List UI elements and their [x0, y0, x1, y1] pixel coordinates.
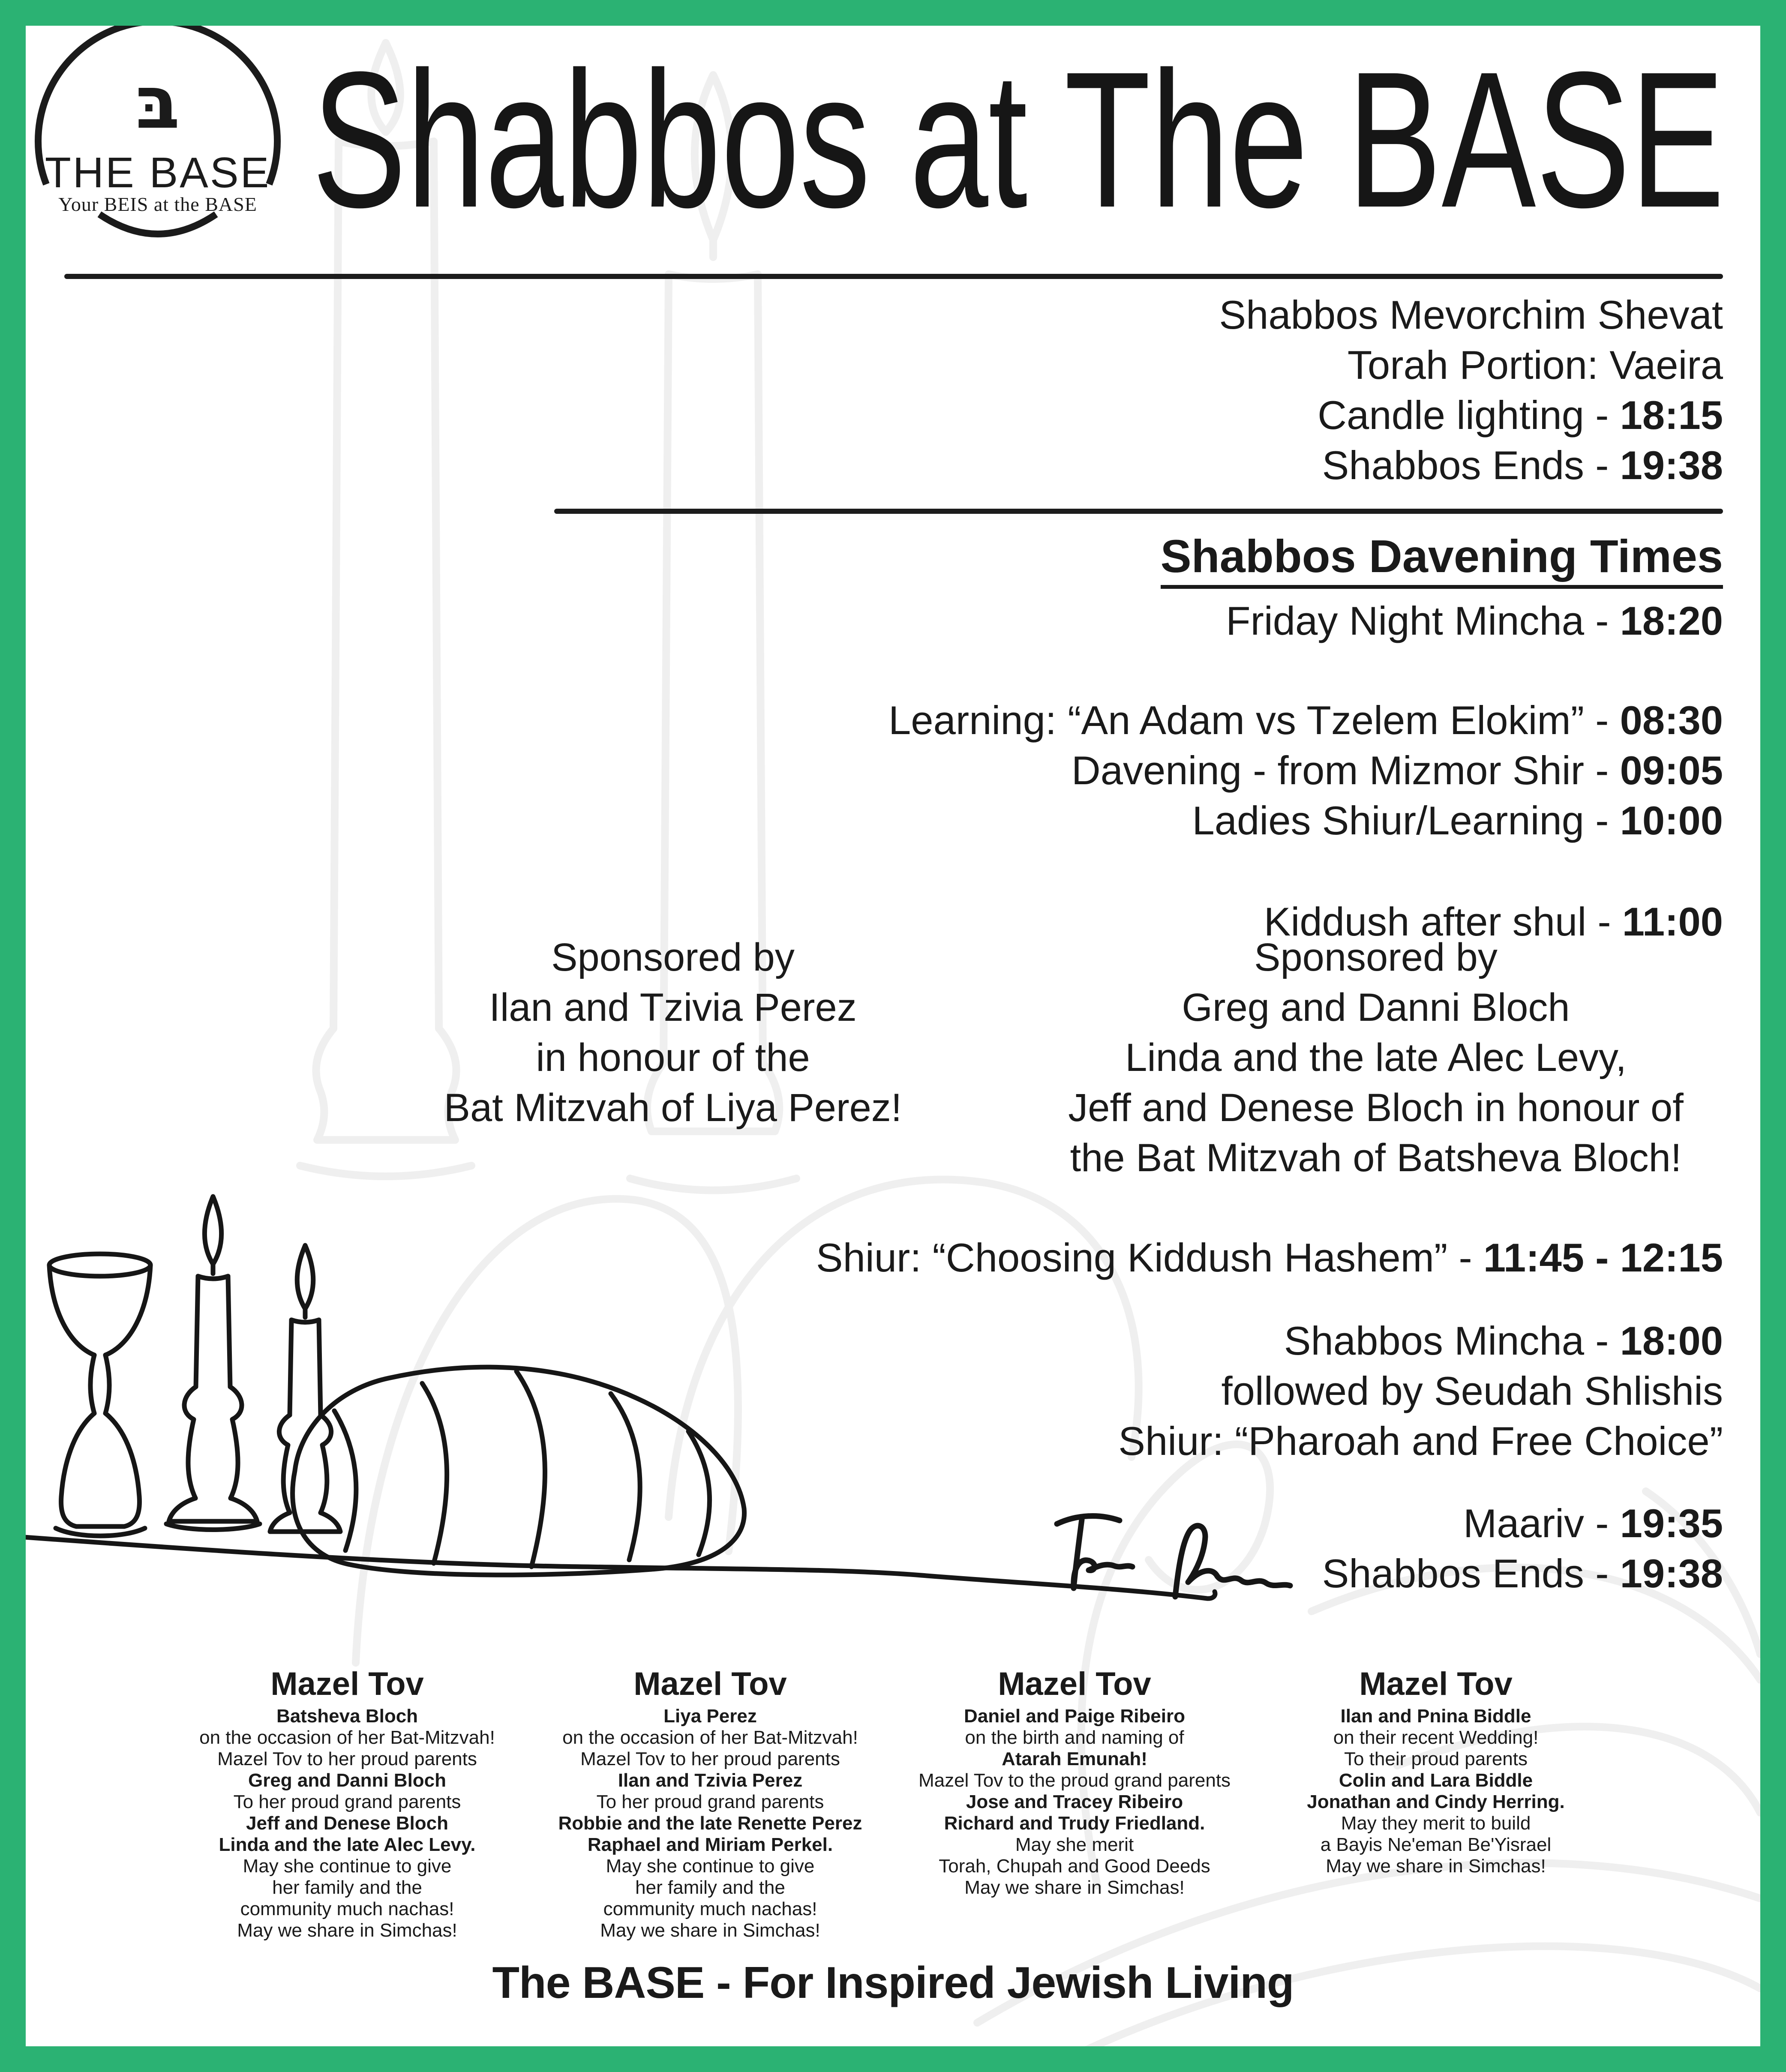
schedule-separator: - — [1584, 443, 1620, 488]
schedule-label: followed by Seudah Shlishis — [1221, 1368, 1723, 1413]
mazel-tov-heading: Mazel Tov — [270, 1666, 424, 1702]
kiddush-sponsor-right — [1020, 933, 1732, 1183]
sponsor-line: Ilan and Tzivia Perez — [489, 986, 857, 1029]
logo-wordmark: THE BASE — [45, 149, 271, 197]
shabbos-candle-icon — [166, 1196, 260, 1530]
friday-mincha-block — [309, 596, 1723, 646]
mazel-tov-text-line: her family and the — [272, 1877, 422, 1898]
mazel-tov-text-line: May she continue to give — [243, 1856, 452, 1877]
schedule-separator: - — [1584, 798, 1620, 843]
schedule-line — [309, 745, 1723, 795]
mazel-tov-text-line: To her proud grand parents — [233, 1791, 461, 1812]
mazel-tov-text-line: a Bayis Ne'eman Be'Yisrael — [1320, 1834, 1552, 1855]
sponsor-line: in honour of the — [536, 1036, 810, 1079]
schedule-label: Davening - from Mizmor Shir — [1071, 748, 1585, 793]
schedule-label: Shiur: “Choosing Kiddush Hashem” — [816, 1235, 1448, 1280]
schedule-label: Shiur: “Pharoah and Free Choice” — [1118, 1418, 1723, 1463]
schedule-separator: - — [1584, 1318, 1620, 1363]
schedule-label: Shabbos Ends — [1322, 443, 1585, 488]
schedule-label: Shabbos Mevorchim Shevat — [1219, 292, 1723, 337]
schedule-label: Candle lighting — [1318, 393, 1585, 438]
mazel-tov-text-line: May we share in Simchas! — [237, 1920, 457, 1941]
schedule-label: Kiddush after shul — [1264, 899, 1587, 944]
mazel-tov-name-line: Jose and Tracey Ribeiro — [966, 1791, 1183, 1812]
sponsor-line: Bat Mitzvah of Liya Perez! — [444, 1086, 902, 1130]
mazel-tov-text-line: May she merit — [1015, 1834, 1134, 1855]
schedule-time: 19:35 — [1620, 1501, 1723, 1546]
schedule-line — [309, 1366, 1723, 1416]
mazel-tov-text-line: Mazel Tov to her proud parents — [580, 1748, 840, 1769]
mazel-tov-name-line: Richard and Trudy Friedland. — [944, 1813, 1205, 1834]
mazel-tov-name-line: Linda and the late Alec Levy. — [219, 1834, 476, 1855]
mazel-tov-heading: Mazel Tov — [998, 1666, 1151, 1702]
schedule-time: 18:00 — [1620, 1318, 1723, 1363]
shabbos-mincha-block — [309, 1316, 1723, 1466]
mazel-tov-name-line: Daniel and Paige Ribeiro — [964, 1706, 1185, 1727]
schedule-separator: - — [1586, 899, 1622, 944]
schedule-label: Torah Portion: Vaeira — [1347, 342, 1723, 387]
mazel-tov-name-line: Liya Perez — [663, 1706, 757, 1727]
mazel-tov-text-line: Mazel Tov to the proud grand parents — [918, 1770, 1231, 1791]
page-title: Shabbos at The BASE — [312, 31, 1725, 248]
schedule-label: Shabbos Mincha — [1284, 1318, 1585, 1363]
schedule-separator: - — [1584, 598, 1620, 643]
schedule-label: Learning: “An Adam vs Tzelem Elokim” — [888, 698, 1585, 743]
mazel-tov-name-line: Atarah Emunah! — [1002, 1748, 1147, 1769]
mazel-tov-name-line: Greg and Danni Bloch — [248, 1770, 447, 1791]
mazel-tov-name-line: Raphael and Miriam Perkel. — [587, 1834, 833, 1855]
schedule-line — [309, 795, 1723, 846]
schedule-time: 19:38 — [1620, 443, 1723, 488]
schedule-label: Maariv — [1463, 1501, 1585, 1546]
schedule-line — [309, 1232, 1723, 1283]
mazel-tov-text-line: May we share in Simchas! — [600, 1920, 820, 1941]
mazel-tov-heading: Mazel Tov — [1359, 1666, 1513, 1702]
schedule-line — [309, 695, 1723, 745]
sponsor-line: Sponsored by — [1254, 936, 1498, 979]
davening-times-heading-block — [309, 531, 1723, 589]
mazel-tov-column — [1226, 1666, 1646, 1877]
logo-tagline: Your BEIS at the BASE — [58, 193, 257, 215]
mazel-tov-text-line: on the occasion of her Bat-Mitzvah! — [199, 1727, 495, 1748]
schedule-separator: - — [1584, 393, 1620, 438]
schedule-time: 08:30 — [1620, 698, 1723, 743]
schedule-time: 11:00 — [1622, 899, 1723, 944]
mazel-tov-text-line: May they merit to build — [1341, 1813, 1531, 1834]
mazel-tov-name-line: Robbie and the late Renette Perez — [558, 1813, 862, 1834]
footer-slogan: The BASE - For Inspired Jewish Living — [492, 1958, 1294, 2008]
mazel-tov-name-line: Ilan and Pnina Biddle — [1340, 1706, 1531, 1727]
mazel-tov-text-line: To their proud parents — [1344, 1748, 1528, 1769]
schedule-separator: - — [1447, 1235, 1483, 1280]
schedule-line — [309, 1316, 1723, 1366]
the-base-logo — [26, 17, 309, 291]
schedule-line — [309, 1548, 1723, 1598]
kiddush-sponsor-left — [407, 933, 939, 1133]
morning-schedule-block — [309, 695, 1723, 846]
mazel-tov-text-line: May we share in Simchas! — [964, 1877, 1185, 1898]
mazel-tov-text-line: Torah, Chupah and Good Deeds — [939, 1856, 1210, 1877]
kiddush-cup-icon — [49, 1254, 150, 1536]
mazel-tov-name-line: Jeff and Denese Bloch — [246, 1813, 448, 1834]
mazel-tov-heading: Mazel Tov — [633, 1666, 787, 1702]
mazel-tov-text-line: May she continue to give — [606, 1856, 815, 1877]
schedule-label: Shabbos Ends — [1322, 1551, 1585, 1596]
maariv-block — [309, 1498, 1723, 1598]
mazel-tov-text-line: May we share in Simchas! — [1326, 1856, 1546, 1877]
schedule-separator: - — [1584, 1551, 1620, 1596]
mazel-tov-name-line: Colin and Lara Biddle — [1339, 1770, 1533, 1791]
section-divider — [554, 509, 1723, 514]
sponsor-line: the Bat Mitzvah of Batsheva Bloch! — [1070, 1136, 1682, 1180]
schedule-label: Friday Night Mincha — [1226, 598, 1585, 643]
schedule-line — [309, 1416, 1723, 1466]
mazel-tov-text-line: community much nachas! — [240, 1898, 454, 1919]
sponsor-line: Sponsored by — [551, 936, 795, 979]
schedule-line — [309, 1498, 1723, 1548]
shabbos-info-block — [309, 290, 1723, 490]
schedule-time: 18:15 — [1620, 393, 1723, 438]
mazel-tov-name-line: Batsheva Bloch — [276, 1706, 418, 1727]
mazel-tov-text-line: her family and the — [635, 1877, 785, 1898]
midday-shiur-block — [309, 1232, 1723, 1283]
schedule-line — [309, 340, 1723, 390]
header-divider — [64, 274, 1723, 279]
logo-hebrew-letter: בּ — [135, 60, 180, 145]
schedule-line — [309, 596, 1723, 646]
schedule-separator: - — [1584, 698, 1620, 743]
sponsor-line: Linda and the late Alec Levy, — [1125, 1036, 1627, 1079]
schedule-line — [309, 390, 1723, 440]
davening-times-heading: Shabbos Davening Times — [1161, 531, 1723, 589]
mazel-tov-text-line: on the birth and naming of — [965, 1727, 1184, 1748]
schedule-separator: - — [1584, 748, 1620, 793]
schedule-time: 09:05 — [1620, 748, 1723, 793]
mazel-tov-text-line: To her proud grand parents — [596, 1791, 824, 1812]
sponsor-line: Greg and Danni Bloch — [1182, 986, 1570, 1029]
schedule-time: 18:20 — [1620, 598, 1723, 643]
sponsor-line: Jeff and Denese Bloch in honour of — [1068, 1086, 1684, 1130]
mazel-tov-column — [500, 1666, 920, 1941]
schedule-label: Ladies Shiur/Learning — [1192, 798, 1585, 843]
mazel-tov-text-line: on the occasion of her Bat-Mitzvah! — [562, 1727, 858, 1748]
mazel-tov-text-line: Mazel Tov to her proud parents — [217, 1748, 477, 1769]
mazel-tov-name-line: Ilan and Tzivia Perez — [618, 1770, 803, 1791]
mazel-tov-text-line: community much nachas! — [603, 1898, 817, 1919]
schedule-time: 19:38 — [1620, 1551, 1723, 1596]
mazel-tov-name-line: Jonathan and Cindy Herring. — [1307, 1791, 1565, 1812]
mazel-tov-text-line: on their recent Wedding! — [1333, 1727, 1539, 1748]
mazel-tov-column — [137, 1666, 557, 1941]
schedule-separator: - — [1584, 1501, 1620, 1546]
logo-smile-arc — [99, 214, 216, 234]
mazel-tov-column — [864, 1666, 1285, 1898]
schedule-time: 10:00 — [1620, 798, 1723, 843]
schedule-line — [309, 440, 1723, 490]
schedule-line — [309, 290, 1723, 340]
schedule-time: 11:45 - 12:15 — [1483, 1235, 1723, 1280]
